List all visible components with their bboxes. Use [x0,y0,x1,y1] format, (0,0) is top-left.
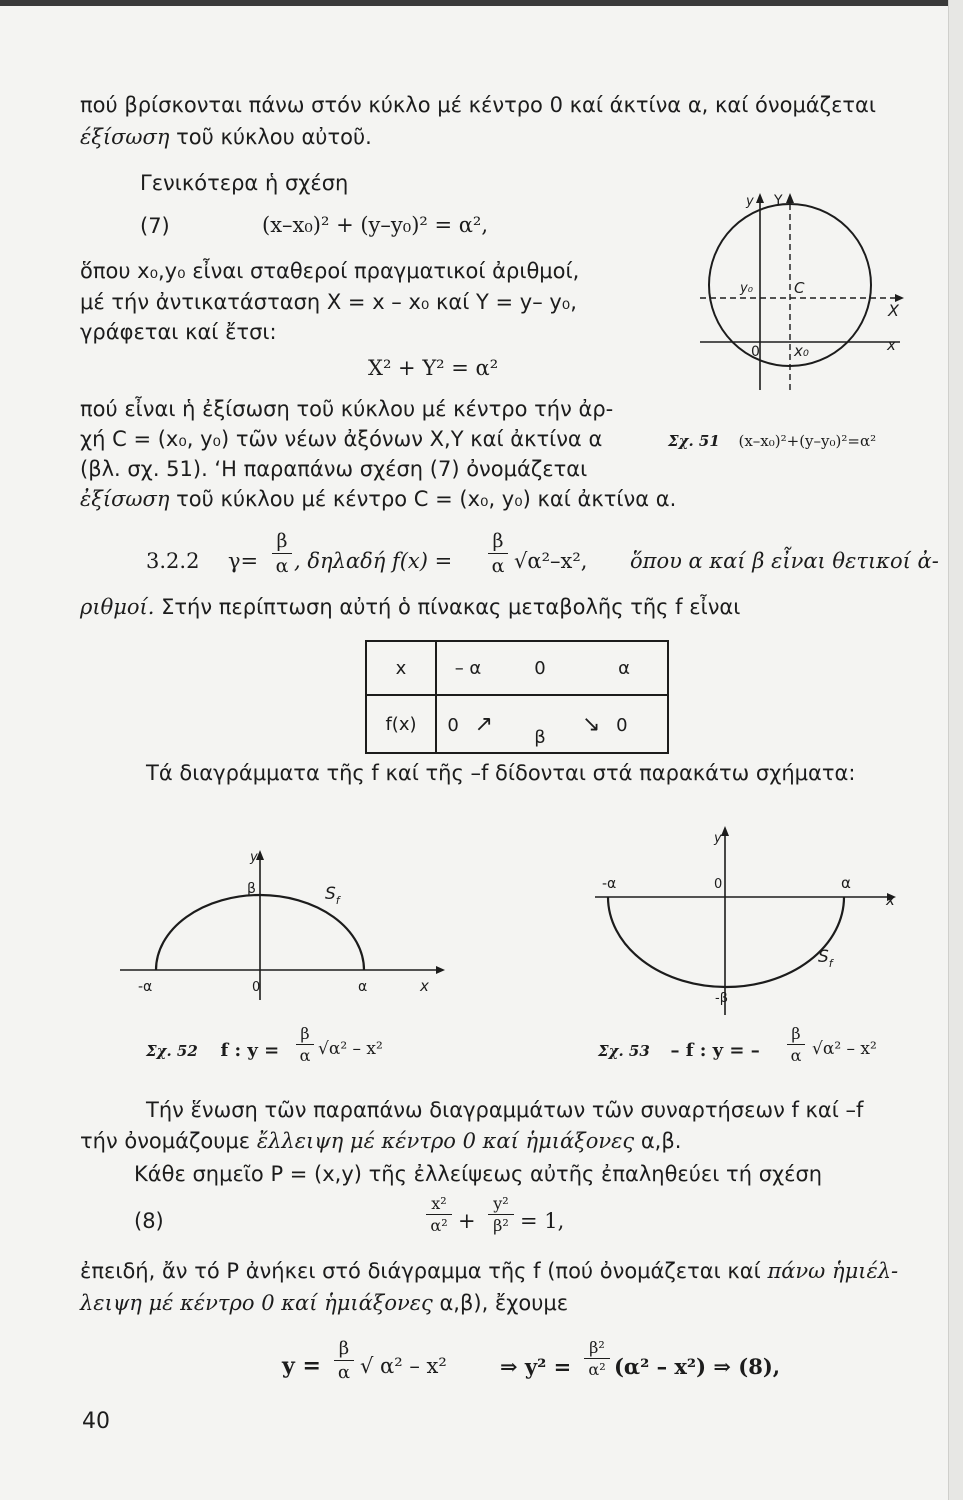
fraction-b2-a2 [584,1338,610,1379]
numerator: β [300,1024,310,1043]
value: 0 [616,714,628,736]
S-subscript: f [828,957,833,970]
arrow-icon [721,826,729,836]
numerator: x² [431,1194,447,1213]
table-cell [436,695,499,753]
text-fragment: α,β), ἔχουμε [439,1291,569,1315]
curve-minus-Sf [608,897,844,987]
label-beta: β [247,881,256,897]
fraction-bar [334,1360,354,1361]
text-line [80,1290,568,1317]
label-Sf [325,884,342,907]
italic-term: ἔλλειψη μέ κέντρο 0 καί ἡμιάξονες [256,1129,635,1153]
label-x: x [420,977,429,995]
label-Y: Y [774,193,783,209]
arrow-icon [786,193,794,203]
text-line: πού βρίσκονται πάνω στόν κύκλο μέ κέντρο 0 καί άκτίνα α, καί όνομάζεται [80,93,877,117]
label-Sf [818,947,835,970]
equation-8-rest: = 1, [520,1209,565,1233]
table-cell: 0 [534,657,546,679]
label-x: x [887,336,896,354]
S-symbol: S [325,884,336,904]
table-row [366,695,668,753]
fraction-bar [787,1044,805,1045]
text-fragment: ἐπειδή, ἄν τό P ἀνήκει στό διάγραμμα τῆς f (πού ὀνομάζεται καί [80,1259,761,1283]
numerator: y² [493,1194,509,1213]
denominator: α [337,1362,351,1383]
text-line [80,1128,681,1155]
caption-label: Σχ. 51 [668,432,720,450]
equation-label: (8) [134,1209,164,1233]
text-fragment: ὅπου α καί β εἶναι θετικοί ἀ- [630,549,939,573]
label-minus-a: -α [138,979,153,995]
arrow-down-icon: ↘ [582,711,601,737]
label-X: X [888,301,899,320]
label-C: C [794,279,805,297]
caption-label: Σχ. 53 [598,1042,650,1060]
caption-label: Σχ. 52 [146,1042,198,1060]
label-zero: 0 [714,877,723,892]
table-cell: α [618,657,630,679]
variation-table [365,640,669,754]
final-implication: ⇒ y² = [500,1354,572,1379]
label-zero: 0 [252,980,261,995]
caption-equation: (x–x₀)²+(y–y₀)²=α² [738,432,877,450]
figure-51-caption [668,426,876,455]
text-line: (βλ. σχ. 51). ‘Η παραπάνω σχέση (7) ὀνομάζεται [80,457,588,481]
fraction-bar [272,553,292,554]
text-line: Τά διαγράμματα τῆς f καί τῆς –f δίδονται στά παρακάτω σχήματα: [146,761,856,785]
fraction-beta-alpha [296,1024,314,1065]
figure-53-lower-half-ellipse [560,820,920,1020]
S-subscript: f [335,894,340,907]
numerator: β [338,1338,350,1359]
text-fragment: τοῦ κύκλου αὐτοῦ. [176,125,372,149]
numerator: β [492,530,504,552]
italic-term: ἐξίσωση [80,487,170,511]
figure-52-caption [146,1036,279,1065]
caption-function: – f : y = – [670,1040,760,1061]
final-rest: (α² – x²) ⇒ (8), [614,1354,781,1379]
text-line: Τήν ἕνωση τῶν παραπάνω διαγραμμάτων τῶν συναρτήσεων f καί –f [146,1098,864,1122]
equation-circle: X² + Y² = α² [368,356,499,380]
label-y: y [746,194,754,209]
text-line [80,594,740,621]
italic-term: πάνω ἡμιέλ- [767,1259,899,1283]
denominator: α² [430,1216,448,1235]
fraction-bar [488,553,508,554]
table-cell: β [534,727,546,748]
italic-term: έξίσωση [80,125,170,149]
final-y: y = [282,1353,321,1379]
label-y0: y₀ [740,281,753,296]
numerator: β [276,530,288,552]
gamma-label: γ= [228,549,259,573]
fraction-bar [584,1358,610,1359]
fraction-beta-alpha [272,530,292,577]
caption-sqrt: √α² – x² [812,1039,877,1059]
denominator: α² [588,1360,606,1379]
text-line: ὅπου x₀,y₀ εἶναι σταθεροί πραγματικοί ἀριθμοί, [80,259,580,283]
sqrt-expression: √α²–x², [514,549,588,573]
table-header-x: x [366,641,436,695]
S-symbol: S [818,947,829,967]
text-fragment: τοῦ κύκλου μέ κέντρο C = (x₀, y₀) καί ἀκτίνα α. [176,487,677,511]
text-fragment: , δηλαδή f(x) = [294,549,453,573]
caption-sqrt: √α² – x² [318,1039,383,1059]
table-cell [581,695,668,753]
fraction-bar [296,1044,314,1045]
fraction-bar [488,1214,514,1215]
text-fragment: τήν ὀνομάζουμε [80,1129,251,1153]
label-a: α [841,874,851,892]
text-line [80,124,372,151]
table-row [366,641,668,695]
fraction-y2-b2 [488,1194,514,1235]
label-minus-a: -α [602,876,617,892]
text-fragment: Στήν περίπτωση αὐτή ὁ πίνακας μεταβολῆς τῆς f εἶναι [161,595,741,619]
figure-52-upper-half-ellipse [120,835,450,1015]
final-sqrt: √ α² – x² [360,1354,447,1378]
arrow-icon [436,966,445,974]
arrow-up-icon: ↗ [474,711,493,737]
text-line: χή C = (x₀, y₀) τῶν νέων ἀξόνων X,Y καί ἀκτίνα α [80,427,603,451]
scan-top-edge [0,0,963,6]
page-number: 40 [82,1409,110,1434]
text-line: Γενικότερα ἡ σχέση [140,171,349,195]
label-zero: 0 [751,344,760,360]
table-header-fx: f(x) [366,695,436,753]
label-a: α [358,979,368,995]
italic-term: λειψη μέ κέντρο 0 καί ἡμιάξονες [80,1291,433,1315]
section-number: 3.2.2 [146,549,200,573]
denominator: β² [493,1216,509,1235]
label-minus-beta: -β [715,991,728,1006]
text-line: Κάθε σημεῖο P = (x,y) τῆς ἐλλείψεως αὐτῆς ἐπαληθεύει τή σχέση [134,1162,823,1186]
text-fragment: α,β. [640,1129,682,1153]
numerator: β [791,1024,801,1043]
text-line [80,486,676,513]
denominator: α [299,1046,311,1065]
numerator: β² [589,1338,605,1357]
figure-53-caption [598,1036,760,1065]
plus-sign: + [458,1209,476,1233]
text-line: μέ τήν ἀντικατάσταση X = x – x₀ καί Y = y– y₀, [80,290,577,314]
caption-function: f : y = [220,1040,280,1061]
fraction-bar [426,1214,452,1215]
label-y: y [714,831,722,846]
label-y: y [250,850,258,865]
fraction-beta-alpha [334,1338,354,1383]
denominator: α [790,1046,802,1065]
equation-label: (7) [140,214,170,238]
table-cell: – α [454,657,482,679]
label-x0: x₀ [794,342,809,360]
fraction-x2-a2 [426,1194,452,1235]
fraction-beta-alpha [787,1024,805,1065]
figure-51-circle-diagram [690,185,915,400]
arrow-icon [756,193,764,203]
text-line: γράφεται καί ἔτσι: [80,320,277,344]
value: 0 [447,714,459,736]
denominator: α [491,555,505,577]
label-x: x [886,891,895,909]
equation-7: (x–x₀)² + (y–y₀)² = α², [262,213,489,237]
fraction-beta-alpha [488,530,508,577]
text-line [80,1258,898,1285]
denominator: α [275,555,289,577]
text-line: πού εἶναι ἡ ἐξίσωση τοῦ κύκλου μέ κέντρο τήν ἀρ- [80,397,614,421]
scan-right-edge [948,0,963,1500]
italic-term: ριθμοί. [80,595,155,619]
